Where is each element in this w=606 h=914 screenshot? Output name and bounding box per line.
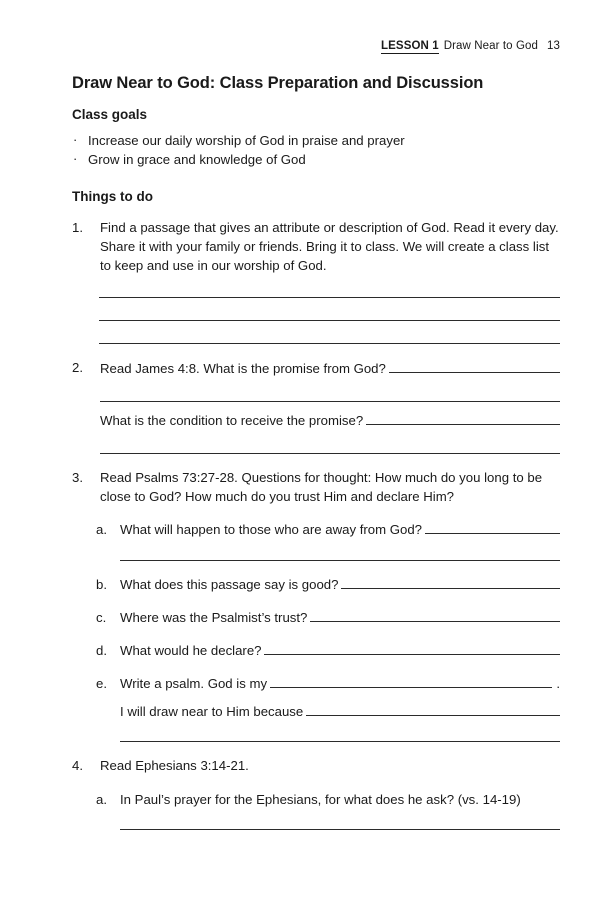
- sub-item-label: b.: [96, 576, 107, 592]
- things-to-do-heading: Things to do: [72, 189, 153, 205]
- sub-item-body: [120, 674, 560, 742]
- list-item: [72, 131, 560, 150]
- sub-item-text: What does this passage say is good?: [120, 576, 339, 592]
- sub-item-text: Write a psalm. God is my: [120, 675, 268, 691]
- answer-line[interactable]: [120, 829, 560, 830]
- sub-item-label: d.: [96, 642, 107, 658]
- sub-item-body: [120, 520, 560, 560]
- item-text: Read Psalms 73:27-28. Questions for thought: How much do you long to be close to God? How much do you trust Him and declare Him?: [100, 469, 543, 504]
- answer-line[interactable]: [270, 674, 552, 688]
- item-text: Read James 4:8. What is the promise from God?: [100, 361, 386, 377]
- sub-item-text: In Paul’s prayer for the Ephesians, for what does he ask? (vs. 14-19): [120, 792, 521, 807]
- sub-item-text: What will happen to those who are away from God?: [120, 522, 423, 538]
- running-head-page-number: 13: [547, 40, 560, 52]
- question-with-answer-line: [120, 520, 560, 539]
- item-number: 4.: [72, 758, 83, 774]
- sub-item-3e: [72, 674, 560, 742]
- sub-item-body: [120, 575, 560, 594]
- sub-item-text: I will draw near to Him because: [120, 704, 304, 720]
- spacer: [100, 402, 560, 411]
- question-with-answer-line: [120, 702, 560, 721]
- answer-line[interactable]: [389, 359, 560, 373]
- answer-line[interactable]: [99, 343, 560, 344]
- sub-item-label: a.: [96, 792, 107, 807]
- answer-line[interactable]: [366, 411, 560, 425]
- answer-line[interactable]: [99, 320, 560, 321]
- class-goals-list: [72, 131, 560, 169]
- numbered-item-3: [72, 469, 560, 506]
- numbered-item-4: [72, 757, 560, 776]
- item-number: 3.: [72, 469, 83, 485]
- running-head-title: Draw Near to God: [443, 40, 538, 52]
- answer-line[interactable]: [120, 560, 560, 561]
- question-with-answer-line: [120, 575, 560, 594]
- item-body: [100, 469, 560, 506]
- sub-item-label: c.: [96, 609, 107, 625]
- answer-line[interactable]: [120, 741, 560, 742]
- list-item-label: Grow in grace and knowledge of God: [88, 152, 306, 168]
- question-with-answer-line: [120, 608, 560, 627]
- spacer: [120, 693, 560, 702]
- item-body: [100, 757, 560, 776]
- class-goals-heading: Class goals: [72, 107, 148, 122]
- question-with-answer-line: [100, 359, 560, 379]
- page-title: Draw Near to God: Class Preparation and Discussion: [72, 74, 484, 92]
- sub-item-3a: [72, 520, 560, 560]
- question-with-answer-line: [100, 411, 560, 431]
- sub-item-label: e.: [96, 675, 107, 691]
- sub-item-body: [120, 608, 560, 627]
- answer-line[interactable]: [306, 702, 560, 716]
- answer-line[interactable]: [99, 297, 560, 298]
- numbered-item-1: [72, 219, 560, 275]
- item-number: 1.: [72, 220, 83, 236]
- answer-line[interactable]: [341, 575, 560, 589]
- sub-item-text: What would he declare?: [120, 642, 262, 658]
- bullet-icon: ·: [73, 151, 78, 167]
- list-item-label: Increase our daily worship of God in praise and prayer: [88, 133, 405, 148]
- running-head: [72, 40, 560, 52]
- sub-item-text: Where was the Psalmist’s trust?: [120, 609, 308, 625]
- sub-item-3b: [72, 575, 560, 594]
- sub-item-3d: [72, 641, 560, 660]
- bullet-icon: ·: [73, 132, 78, 147]
- item-body: [100, 219, 560, 275]
- sub-item-3c: [72, 608, 560, 627]
- item-number: 2.: [72, 360, 83, 376]
- answer-line[interactable]: [310, 608, 560, 622]
- item-text: Read Ephesians 3:14-21.: [100, 758, 249, 774]
- answer-line[interactable]: [425, 520, 560, 534]
- numbered-item-2: [72, 359, 560, 453]
- sub-item-body: [120, 790, 560, 830]
- sub-item-label: a.: [96, 522, 107, 538]
- running-head-lesson-label: LESSON 1: [381, 40, 439, 52]
- item-body: [100, 359, 560, 453]
- sub-item-4a: [72, 790, 560, 830]
- question-with-answer-line: [120, 641, 560, 660]
- answer-line[interactable]: [264, 641, 560, 655]
- item-text: Find a passage that gives an attribute or description of God. Read it every day. Share it with your family or friends. Bring it to class. We will create a class list to keep and use in our worship of God.: [100, 220, 559, 273]
- list-item: [72, 150, 560, 169]
- question-with-answer-line: [120, 674, 560, 693]
- item-text: What is the condition to receive the promise?: [100, 413, 364, 429]
- sub-item-body: [120, 641, 560, 660]
- sub-item-tail: .: [556, 675, 560, 691]
- answer-line[interactable]: [100, 453, 560, 454]
